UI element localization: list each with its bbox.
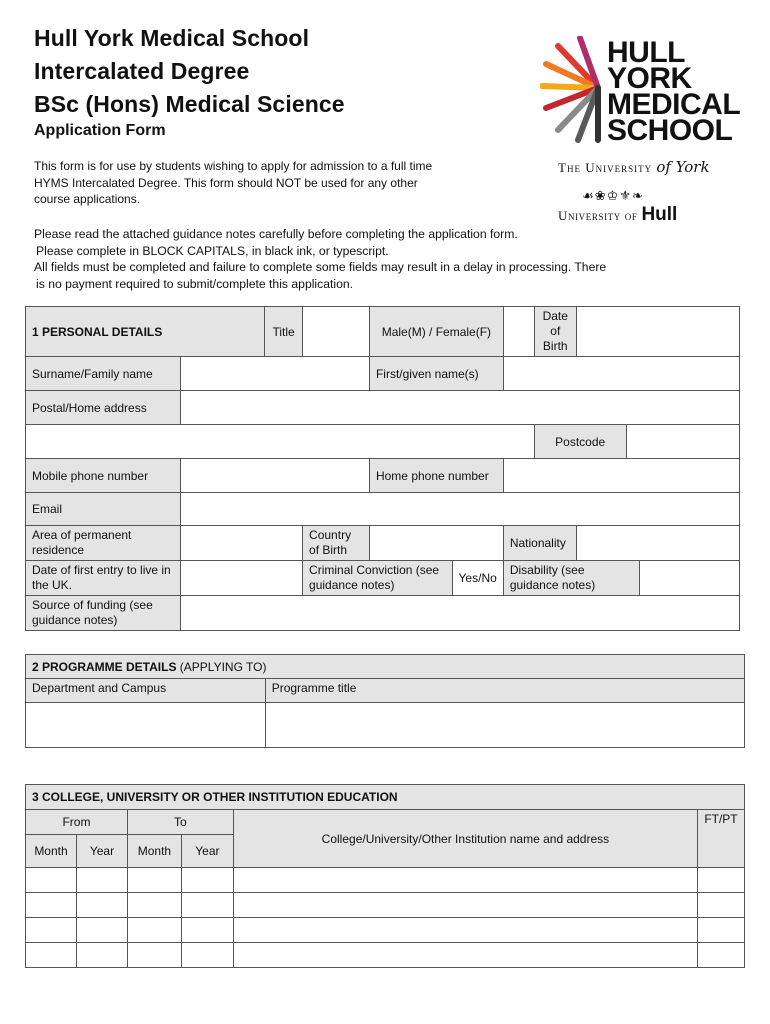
postcode-label: Postcode (534, 425, 626, 459)
firstname-field[interactable] (503, 357, 739, 391)
institution-field[interactable] (233, 943, 697, 968)
from-month-field[interactable] (26, 868, 77, 893)
from-year-field[interactable] (76, 943, 127, 968)
address-field-line2[interactable] (26, 425, 535, 459)
section3-heading: 3 COLLEGE, UNIVERSITY OR OTHER INSTITUTION EDUCATION (26, 785, 745, 810)
from-label: From (26, 810, 128, 835)
home-phone-label: Home phone number (369, 459, 503, 493)
hull-crest-icon: ☙❀♔⚜❧ (582, 188, 644, 203)
to-year-label: Year (181, 835, 233, 868)
country-birth-label: Country of Birth (303, 526, 370, 561)
from-year-label: Year (76, 835, 127, 868)
disability-field[interactable] (640, 561, 740, 596)
to-year-field[interactable] (181, 943, 233, 968)
address-label: Postal/Home address (26, 391, 181, 425)
institution-field[interactable] (233, 893, 697, 918)
dept-field[interactable] (26, 703, 266, 748)
dob-field[interactable] (576, 307, 739, 357)
to-year-field[interactable] (181, 868, 233, 893)
to-month-label: Month (127, 835, 181, 868)
funding-label: Source of funding (see guidance notes) (26, 596, 181, 631)
education-table (25, 784, 745, 968)
residence-label: Area of permanent residence (26, 526, 181, 561)
from-year-field[interactable] (76, 868, 127, 893)
institution-label: College/University/Other Institution name and address (233, 810, 697, 868)
yesno-label: Yes/No (452, 561, 503, 596)
from-month-label: Month (26, 835, 77, 868)
to-year-field[interactable] (181, 893, 233, 918)
title-field[interactable] (303, 307, 370, 357)
section1-heading: 1 PERSONAL DETAILS (26, 307, 265, 357)
email-field[interactable] (180, 493, 739, 526)
entry-field[interactable] (180, 561, 302, 596)
email-label: Email (26, 493, 181, 526)
to-month-field[interactable] (127, 943, 181, 968)
dob-label: Date of Birth (534, 307, 576, 357)
from-month-field[interactable] (26, 918, 77, 943)
address-field[interactable] (180, 391, 739, 425)
to-month-field[interactable] (127, 868, 181, 893)
from-month-field[interactable] (26, 893, 77, 918)
from-year-field[interactable] (76, 918, 127, 943)
country-birth-field[interactable] (369, 526, 503, 561)
university-of-hull-logo: ☙❀♔⚜❧ University of Hull (558, 188, 678, 225)
table-row (26, 893, 745, 918)
dept-label: Department and Campus (26, 679, 266, 703)
postcode-field[interactable] (626, 425, 739, 459)
ftpt-field[interactable] (697, 868, 744, 893)
from-year-field[interactable] (76, 893, 127, 918)
gender-label: Male(M) / Female(F) (369, 307, 503, 357)
table-row (26, 868, 745, 893)
programme-details-table (25, 654, 745, 748)
nationality-label: Nationality (503, 526, 576, 561)
to-month-field[interactable] (127, 918, 181, 943)
ftpt-field[interactable] (697, 918, 744, 943)
table-row (26, 918, 745, 943)
institution-field[interactable] (233, 868, 697, 893)
firstname-label: First/given name(s) (369, 357, 503, 391)
personal-details-table (25, 306, 740, 631)
surname-field[interactable] (180, 357, 369, 391)
programme-field[interactable] (265, 703, 744, 748)
section2-heading: 2 PROGRAMME DETAILS (APPLYING TO) (26, 655, 745, 679)
from-month-field[interactable] (26, 943, 77, 968)
programme-label: Programme title (265, 679, 744, 703)
ftpt-label: FT/PT (697, 810, 744, 868)
hyms-logo-text: HULL YORK MEDICAL SCHOOL (607, 36, 741, 147)
to-year-field[interactable] (181, 918, 233, 943)
institution-field[interactable] (233, 918, 697, 943)
disability-label: Disability (see guidance notes) (503, 561, 640, 596)
table-row (26, 943, 745, 968)
title-line-3: BSc (Hons) Medical Science (34, 91, 345, 117)
form-subtitle: Application Form (34, 122, 166, 139)
mobile-label: Mobile phone number (26, 459, 181, 493)
entry-label: Date of first entry to live in the UK. (26, 561, 181, 596)
to-label: To (127, 810, 233, 835)
ftpt-field[interactable] (697, 893, 744, 918)
residence-field[interactable] (180, 526, 302, 561)
ftpt-field[interactable] (697, 943, 744, 968)
intro-text: This form is for use by students wishing to apply for admission to a full time HYMS Intercalated Degree. This form should NOT be used for any other course applications. (34, 159, 433, 206)
funding-field[interactable] (180, 596, 739, 631)
gender-field[interactable] (503, 307, 534, 357)
surname-label: Surname/Family name (26, 357, 181, 391)
title-line-1: Hull York Medical School (34, 25, 310, 51)
mobile-field[interactable] (180, 459, 369, 493)
title-line-2: Intercalated Degree (34, 58, 250, 84)
home-phone-field[interactable] (503, 459, 739, 493)
conviction-label: Criminal Conviction (see guidance notes) (303, 561, 452, 596)
nationality-field[interactable] (576, 526, 739, 561)
instructions-text: Please read the attached guidance notes carefully before completing the application form. Please complete in BLOCK CAPITALS, in black ink, or typescript. All fields must be completed and failure to complete some fields may result in a delay in processing. There is no payment required to submit/complete this application. (34, 227, 607, 291)
university-of-york-logo: The University of York (558, 158, 710, 176)
to-month-field[interactable] (127, 893, 181, 918)
title-label: Title (265, 307, 303, 357)
